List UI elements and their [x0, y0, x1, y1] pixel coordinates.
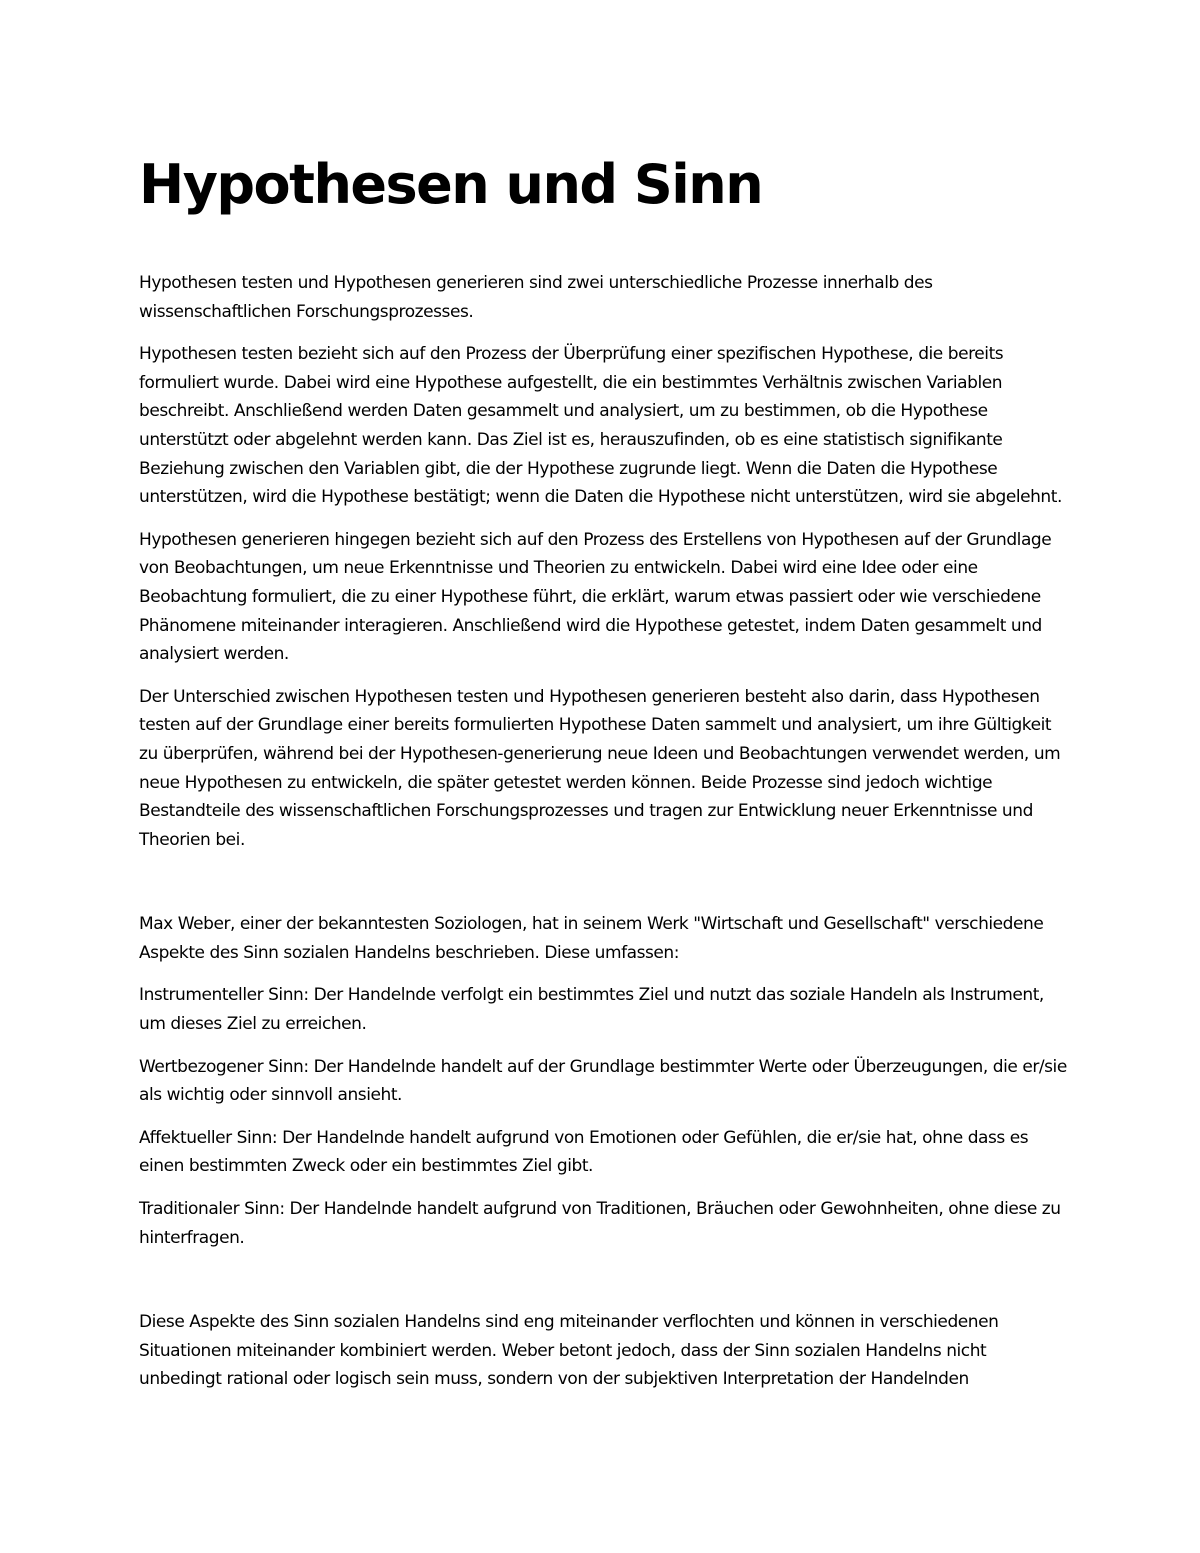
paragraph-traditionaler-sinn: Traditionaler Sinn: Der Handelnde handelt aufgrund von Traditionen, Bräuchen oder Gewohnheiten, ohne diese zu hinterfragen.: [139, 1199, 1061, 1248]
paragraph-hypothesen-generieren: Hypothesen generieren hingegen bezieht sich auf den Prozess des Erstellens von Hypothesen auf der Grundlage von Beobachtungen, um neue Erkenntnisse und Theorien zu entwickeln. Dabei wird eine Idee oder eine Beobachtung formuliert, die zu einer Hypothese führt, die erklärt, warum etwas passiert oder wie verschiedene Phänomene miteinander interagieren. Anschließend wird die Hypothese getestet, indem Daten gesammelt und analysiert werden.: [139, 529, 1052, 665]
paragraph-max-weber: Max Weber, einer der bekanntesten Soziologen, hat in seinem Werk "Wirtschaft und Gesellschaft" verschiedene Aspekte des Sinn sozialen Handelns beschrieben. Diese umfassen:: [139, 914, 1044, 963]
paragraph-aspekte-verflochten: Diese Aspekte des Sinn sozialen Handelns sind eng miteinander verflochten und können in verschiedenen Situationen miteinander kombiniert werden. Weber betont jedoch, dass der Sinn sozialen Handelns nicht unbedingt rational oder logisch sein muss, sondern von der subjektiven Interpretation der Handelnden: [139, 1312, 999, 1390]
paragraph-hypothesen-testen: Hypothesen testen bezieht sich auf den Prozess der Überprüfung einer spezifischen Hypothese, die bereits formuliert wurde. Dabei wird eine Hypothese aufgestellt, die ein bestimmtes Verhältnis zwischen Variablen beschreibt. Anschließend werden Daten gesammelt und analysiert, um zu bestimmen, ob die Hypothese unterstützt oder abgelehnt werden kann. Das Ziel ist es, herauszufinden, ob es eine statistisch signifikante Beziehung zwischen den Variablen gibt, die der Hypothese zugrunde liegt. Wenn die Daten die Hypothese unterstützen, wird die Hypothese bestätigt; wenn die Daten die Hypothese nicht unterstützen, wird sie abgelehnt.: [139, 344, 1062, 508]
section-spacer: [139, 868, 1069, 910]
paragraph-instrumenteller-sinn: Instrumenteller Sinn: Der Handelnde verfolgt ein bestimmtes Ziel und nutzt das soziale Handeln als Instrument, um dieses Ziel zu erreichen.: [139, 985, 1044, 1035]
paragraph-wertbezogener-sinn: Wertbezogener Sinn: Der Handelnde handelt auf der Grundlage bestimmter Werte oder Überzeugungen, die er/sie als wichtig oder sinnvoll ansieht.: [139, 1056, 1067, 1106]
section-spacer: [139, 1266, 1069, 1308]
paragraph-unterschied: Der Unterschied zwischen Hypothesen testen und Hypothesen generieren besteht also darin, dass Hypothesen testen auf der Grundlage einer bereits formulierten Hypothese Daten sammelt und analysiert, um ihre Gültigkeit zu überprüfen, während bei der Hypothesen-generierung neue Ideen und Beobachtungen verwendet werden, um neue Hypothesen zu entwickeln, die später getestet werden können. Beide Prozesse sind jedoch wichtige Bestandteile des wissenschaftlichen Forschungsprozesses und tragen zur Entwicklung neuer Erkenntnisse und Theorien bei.: [139, 686, 1061, 850]
paragraph-affektueller-sinn: Affektueller Sinn: Der Handelnde handelt aufgrund von Emotionen oder Gefühlen, die er/sie hat, ohne dass es einen bestimmten Zweck oder ein bestimmtes Ziel gibt.: [139, 1127, 1029, 1177]
document-title: Hypothesen und Sinn: [139, 153, 763, 216]
paragraph-intro: Hypothesen testen und Hypothesen generieren sind zwei unterschiedliche Prozesse innerhalb des wissenschaftlichen Forschungsprozesses.: [139, 273, 933, 322]
document-body: [139, 150, 1069, 1408]
